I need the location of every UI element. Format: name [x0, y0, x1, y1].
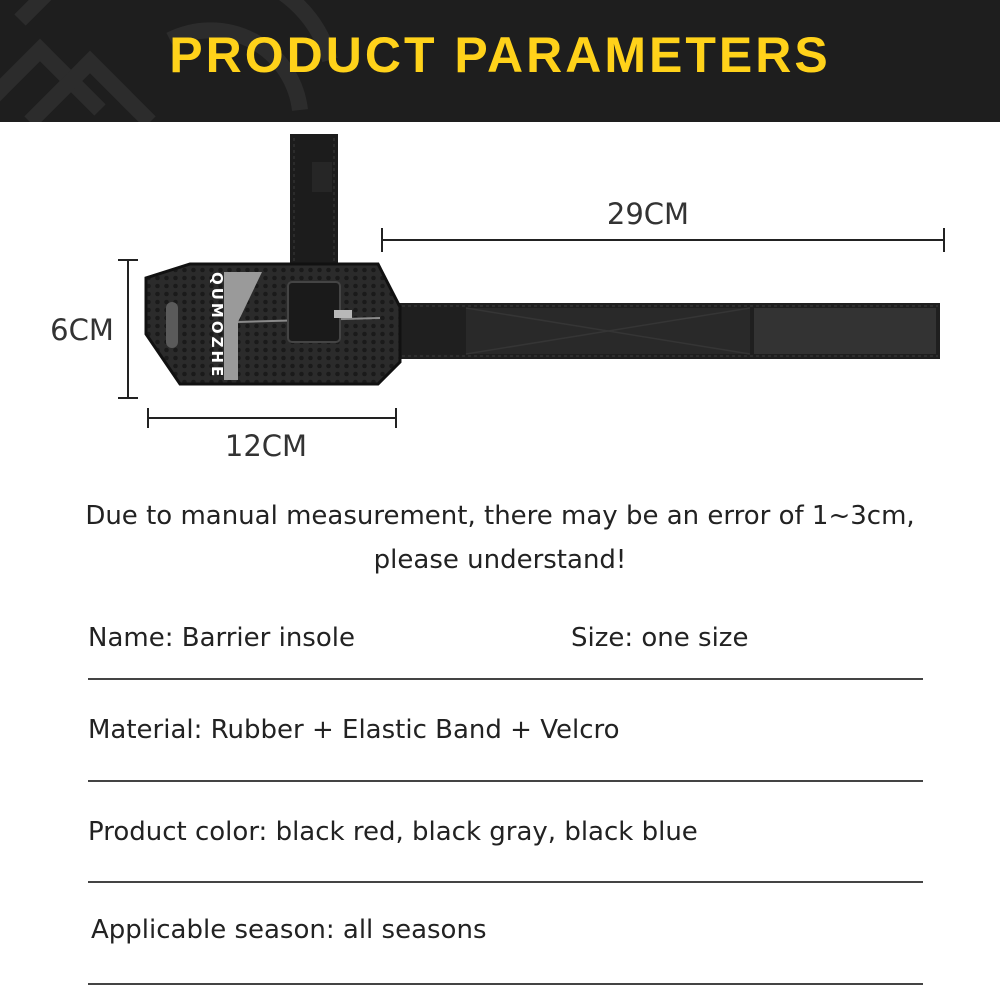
header-banner	[0, 0, 1000, 122]
measurement-note	[0, 494, 1000, 582]
spec-name: Name: Barrier insole	[88, 623, 355, 653]
divider	[88, 881, 923, 883]
width-dimension	[148, 408, 396, 463]
length-label: 29CM	[606, 197, 690, 231]
side-strap	[370, 303, 940, 359]
divider	[88, 780, 923, 782]
spec-size: Size: one size	[571, 623, 749, 653]
spec-season: Applicable season: all seasons	[91, 915, 487, 945]
height-dimension	[50, 260, 138, 398]
page-title: PRODUCT PARAMETERS	[169, 27, 831, 83]
note-line-2: please understand!	[373, 545, 627, 575]
divider	[88, 983, 923, 985]
width-label: 12CM	[224, 429, 308, 463]
product-figure	[0, 122, 1000, 482]
spec-material: Material: Rubber + Elastic Band + Velcro	[88, 715, 620, 745]
rubber-pad	[146, 264, 400, 384]
note-line-1: Due to manual measurement, there may be an error of 1~3cm,	[85, 501, 915, 531]
spec-color: Product color: black red, black gray, black blue	[88, 817, 698, 847]
top-strap	[290, 134, 338, 284]
divider	[88, 678, 923, 680]
brand-logo: QUMOZHE	[208, 272, 226, 380]
height-label: 6CM	[50, 313, 114, 347]
length-dimension	[382, 197, 944, 252]
